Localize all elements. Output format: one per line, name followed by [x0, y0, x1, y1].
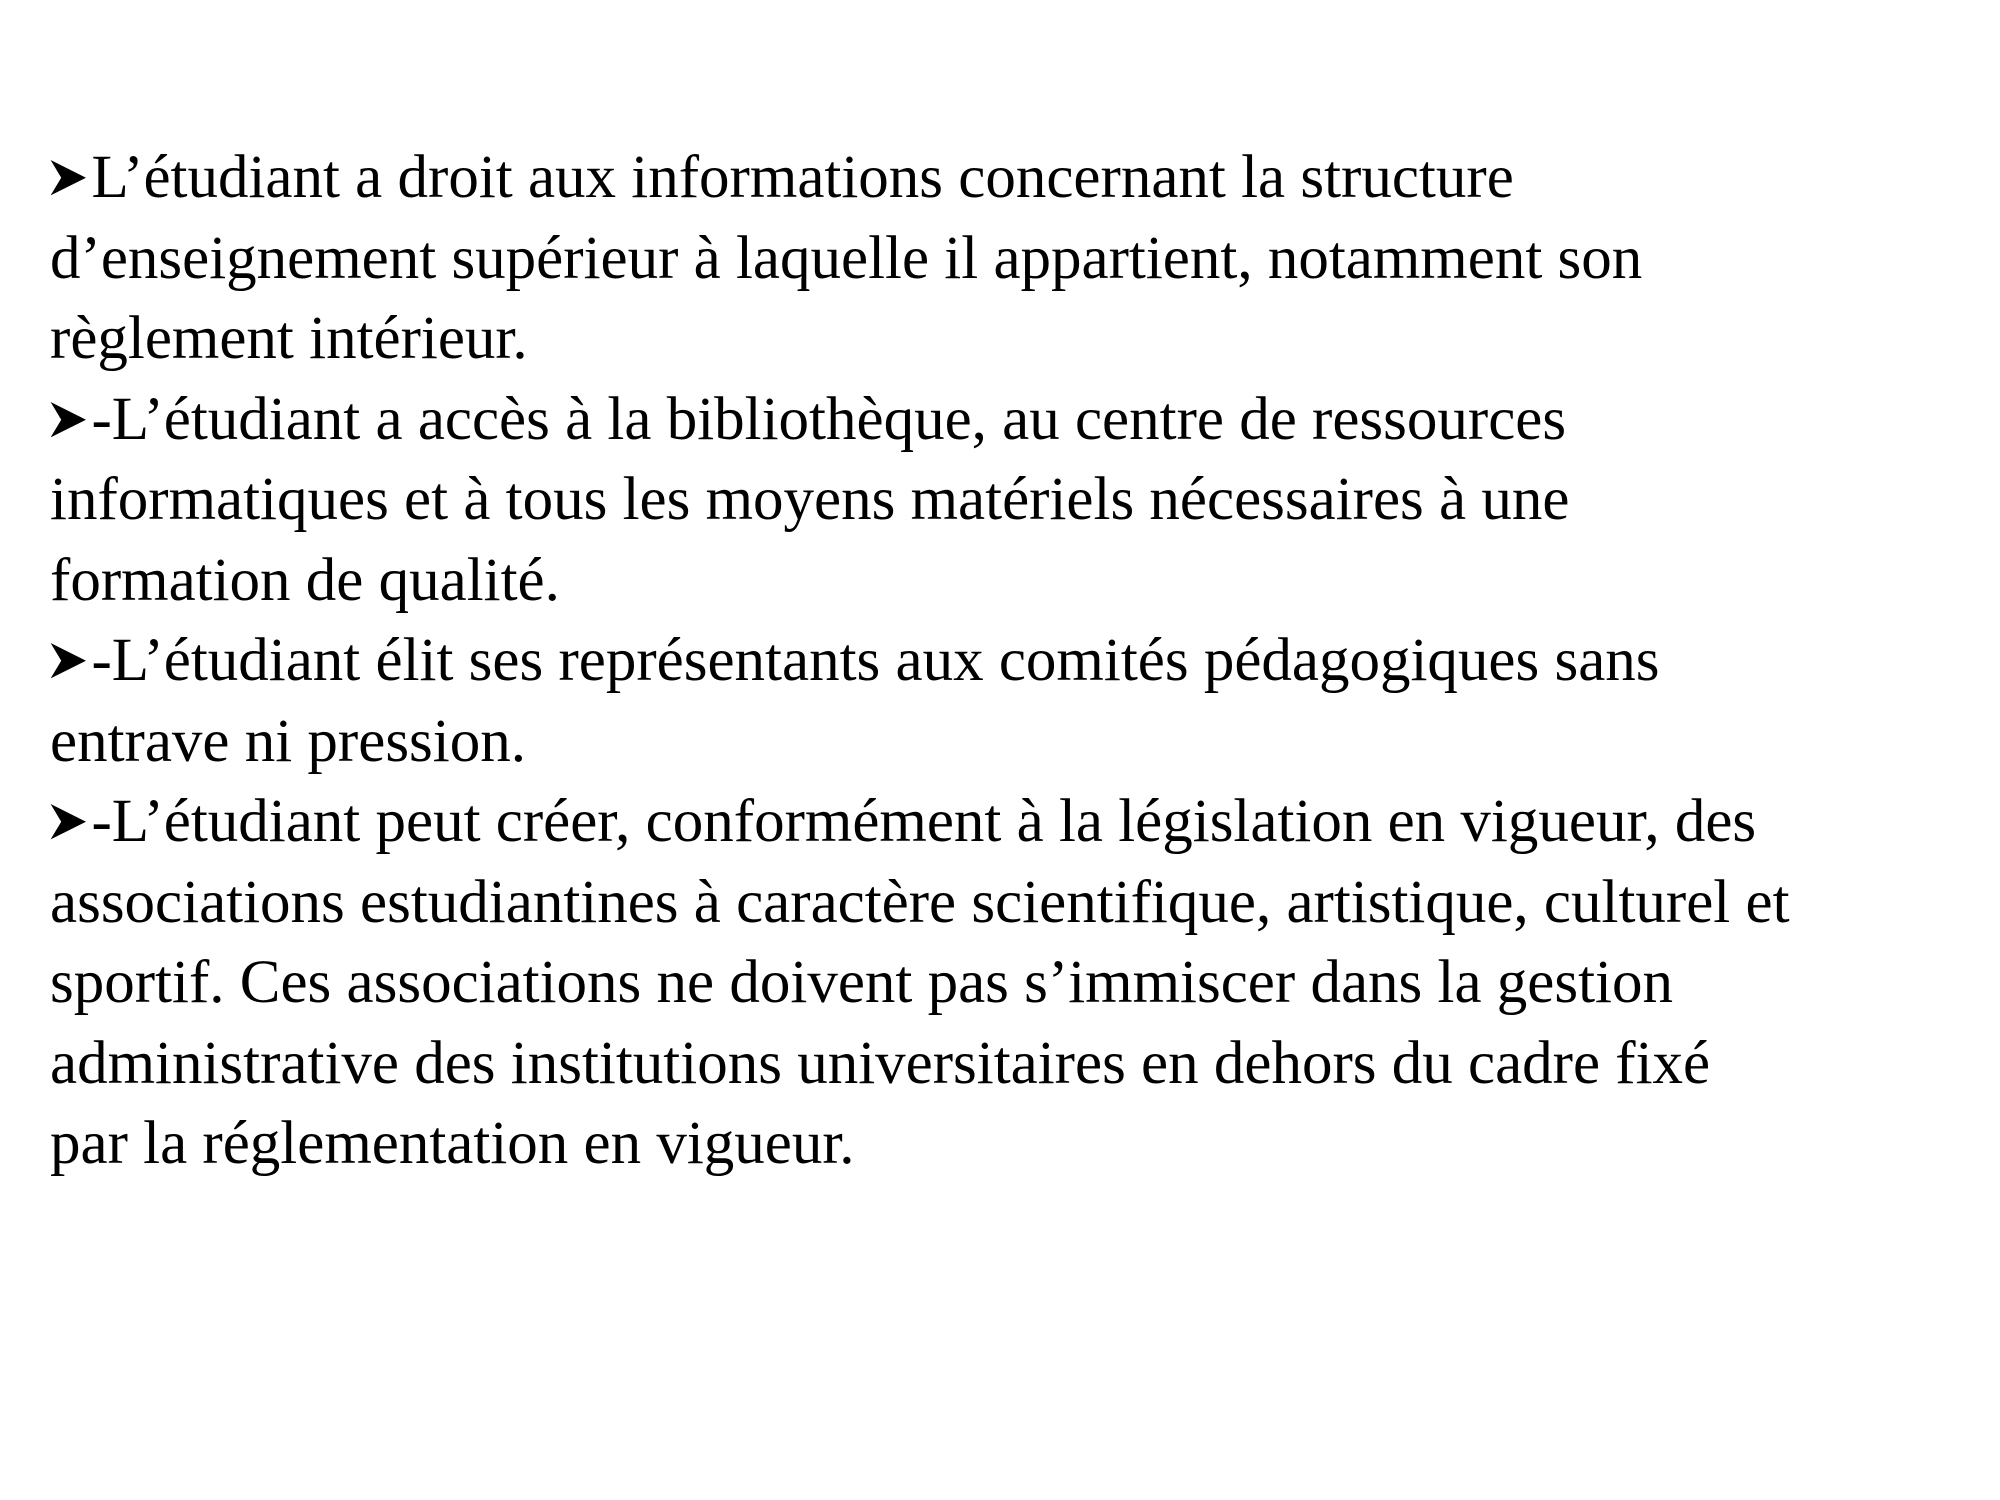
- arrowhead-bullet-icon: [50, 380, 91, 461]
- text-line: [50, 380, 1980, 461]
- text-line: formation de qualité.: [50, 546, 560, 614]
- bullet-paragraph-4: [50, 782, 1980, 1185]
- text-line: entrave ni pression.: [50, 707, 526, 775]
- text-line: associations estudiantines à caractère scientifique, artistique, culturel et: [50, 868, 1790, 936]
- arrowhead-bullet-icon: [50, 782, 91, 863]
- arrowhead-bullet-icon: [50, 138, 91, 219]
- text-line: [50, 138, 1980, 219]
- bulleted-text-block: [50, 138, 1980, 1185]
- text-line: [50, 621, 1980, 702]
- text-line: informatiques et à tous les moyens matériels nécessaires à une: [50, 466, 1570, 533]
- line-text: -L’étudiant peut créer, conformément à la législation en vigueur, des: [91, 788, 1757, 855]
- text-line: d’enseignement supérieur à laquelle il appartient, notamment son: [50, 224, 1643, 292]
- arrowhead-bullet-icon: [50, 621, 91, 702]
- bullet-paragraph-3: [50, 621, 1980, 782]
- text-line: [50, 782, 1980, 863]
- text-line: sportif. Ces associations ne doivent pas s’immiscer dans la gestion: [50, 949, 1673, 1016]
- bullet-paragraph-1: [50, 138, 1980, 380]
- text-line: règlement intérieur.: [50, 305, 528, 372]
- line-text: -L’étudiant élit ses représentants aux comités pédagogiques sans: [91, 627, 1660, 694]
- bullet-paragraph-2: [50, 380, 1980, 622]
- line-text: -L’étudiant a accès à la bibliothèque, au centre de ressources: [91, 385, 1567, 453]
- text-line: par la réglementation en vigueur.: [50, 1110, 855, 1177]
- text-line: administrative des institutions universitaires en dehors du cadre fixé: [50, 1029, 1711, 1097]
- line-text: L’étudiant a droit aux informations concernant la structure: [91, 144, 1514, 211]
